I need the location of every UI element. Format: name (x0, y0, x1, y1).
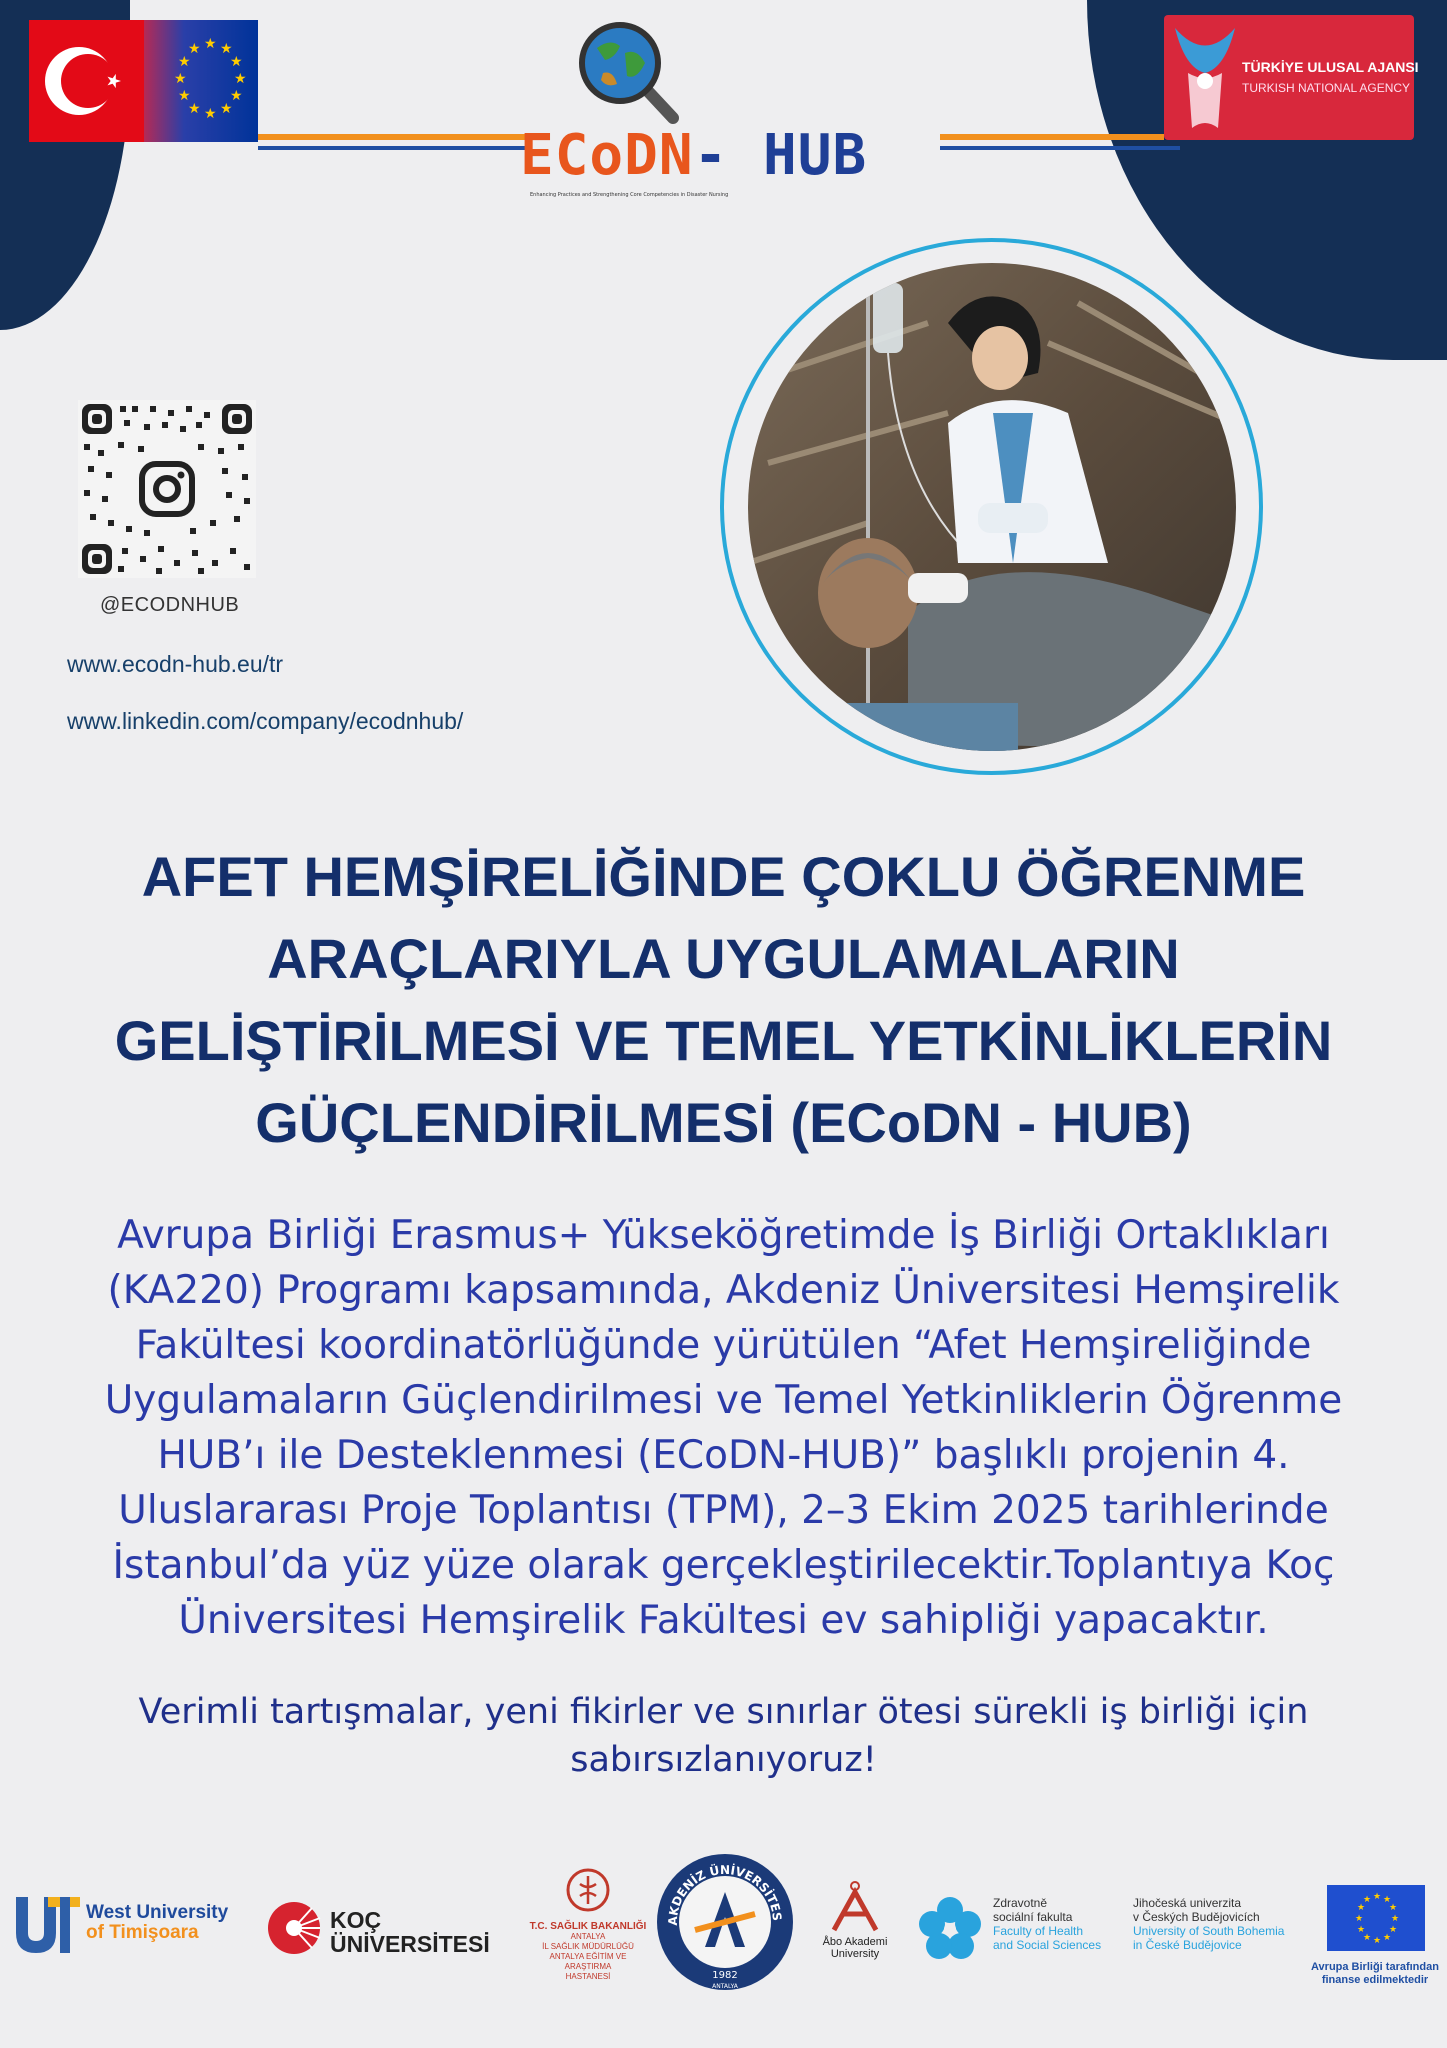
svg-text:★: ★ (1383, 1895, 1392, 1905)
globe-magnifier-icon (575, 18, 685, 128)
koc-university-logo (262, 1900, 522, 1960)
closing-line: Verimli tartışmalar, yeni fikirler ve sınırlar ötesi sürekli iş birliği için (138, 1692, 1309, 1732)
svg-text:★: ★ (229, 54, 243, 70)
health-ministry-line3: İL SAĞLIK MÜDÜRLÜĞÜ (542, 1942, 634, 1951)
svg-text:★: ★ (1357, 1903, 1366, 1913)
abo-akademi-icon (830, 1880, 880, 1932)
west-university-timisoara-logo (12, 1893, 252, 1963)
abo-akademi-logo (810, 1880, 900, 1970)
turkey-eu-flag-logo (29, 20, 258, 142)
paragraph-line: Uygulamaların Güçlendirilmesi ve Temel Yetkinliklerin Öğrenme (104, 1378, 1343, 1423)
agency-name-en: TURKISH NATIONAL AGENCY (1242, 81, 1411, 95)
usb-en-line1: University of South Bohemia (1133, 1924, 1285, 1938)
koc-name (330, 1908, 490, 1956)
svg-text:★: ★ (1373, 1936, 1382, 1946)
svg-text:★: ★ (1391, 1914, 1400, 1924)
ecodn-tagline: Enhancing Practices and Strengthening Core Competencies in Disaster Nursing (530, 192, 729, 198)
title-line: GÜÇLENDİRİLMESİ (ECoDN - HUB) (255, 1091, 1192, 1154)
ecodn-hub-logo (520, 18, 940, 198)
koc-name-line2: ÜNİVERSİTESİ (330, 1931, 490, 1957)
wut-name-line2: of Timişoara (86, 1922, 199, 1943)
paragraph-line: Avrupa Birliği Erasmus+ Yükseköğretimde İş Birliği Ortaklıkları (117, 1213, 1330, 1258)
health-ministry-logo (528, 1868, 648, 1981)
svg-text:★: ★ (187, 41, 201, 57)
agency-name-tr: TÜRKİYE ULUSAL AJANSI (1242, 59, 1419, 75)
health-ministry-line5: HASTANESİ (565, 1972, 611, 1981)
health-ministry-line4: ANTALYA EĞİTİM VE ARAŞTIRMA (549, 1952, 627, 1971)
website-link[interactable]: www.ecodn-hub.eu/tr (67, 651, 284, 677)
svg-text:★: ★ (203, 36, 217, 52)
svg-text:★: ★ (233, 71, 247, 87)
health-ministry-line1: T.C. SAĞLIK BAKANLIĞI (529, 1921, 647, 1932)
fhs-en-line1: Faculty of Health (993, 1924, 1084, 1938)
header-stripe-right-blue (940, 146, 1180, 150)
header-stripe-right-orange (940, 134, 1164, 140)
fhs-text (993, 1896, 1101, 1952)
svg-text:★: ★ (229, 88, 243, 104)
title-line: ARAÇLARIYLA UYGULAMALARIN (267, 927, 1180, 990)
svg-text:★: ★ (219, 101, 233, 117)
akdeniz-year: 1982 (712, 1970, 738, 1981)
turkey-flag-icon (29, 20, 144, 142)
akdeniz-university-logo (655, 1852, 795, 1992)
svg-text:★: ★ (1383, 1933, 1392, 1943)
akdeniz-city: ANTALYA (712, 1983, 738, 1990)
announcement-paragraph (30, 1208, 1417, 1648)
closing-message (80, 1688, 1367, 1784)
ecodn-hub-wordmark (520, 123, 867, 188)
header-stripe-left-blue (258, 146, 528, 150)
flower-logo-icon (918, 1896, 982, 1960)
koc-name-line1: KOÇ (330, 1907, 382, 1933)
svg-text:★: ★ (1355, 1914, 1364, 1924)
abo-name-line2: University (830, 1948, 880, 1960)
ecodn-wordmark-right: - HUB (693, 123, 868, 188)
paragraph-line: (KA220) Programı kapsamında, Akdeniz Üniversitesi Hemşirelik (107, 1268, 1340, 1313)
paragraph-line: Üniversitesi Hemşirelik Fakültesi ev sahipliği yapacaktır. (178, 1598, 1269, 1643)
svg-text:★: ★ (187, 101, 201, 117)
turkish-national-agency-logo (1164, 15, 1419, 140)
wut-name (86, 1903, 228, 1943)
svg-text:★: ★ (1363, 1895, 1372, 1905)
nurse-patient-photo (748, 263, 1236, 751)
paragraph-line: Uluslararası Proje Toplantısı (TPM), 2–3 Ekim 2025 tarihlerinde (118, 1488, 1329, 1533)
svg-text:★: ★ (1363, 1933, 1372, 1943)
svg-text:★: ★ (1389, 1925, 1398, 1935)
fhs-cz-line2: sociální fakulta (993, 1910, 1073, 1924)
fhs-cz-line1: Zdravotně (993, 1896, 1048, 1910)
health-ministry-line2: ANTALYA (570, 1932, 606, 1941)
faculty-health-social-sciences-logo (918, 1896, 1118, 1960)
closing-line: sabırsızlanıyoruz! (570, 1740, 877, 1780)
koc-logo-icon (262, 1900, 326, 1956)
eu-flag-icon (144, 20, 259, 142)
fhs-en-line2: and Social Sciences (993, 1938, 1102, 1952)
svg-text:★: ★ (177, 54, 191, 70)
abo-name-line1: Åbo Akademi (822, 1936, 888, 1948)
paragraph-line: HUB’ı ile Desteklenmesi (ECoDN-HUB)” başlıklı projenin 4. (157, 1433, 1290, 1478)
svg-text:★: ★ (177, 88, 191, 104)
usb-en-line2: in České Budějovice (1133, 1938, 1242, 1952)
instagram-qr-code (78, 400, 256, 578)
svg-text:★: ★ (173, 71, 187, 87)
poster-title (40, 836, 1407, 1164)
svg-text:★: ★ (1373, 1892, 1382, 1902)
usb-cz-line2: v Českých Budějovicích (1133, 1910, 1260, 1924)
akdeniz-ring-text: AKDENİZ ÜNİVERSİTES (665, 1862, 785, 1926)
paragraph-line: Fakültesi koordinatörlüğünde yürütülen “Afet Hemşireliğinde (135, 1323, 1312, 1368)
header-stripe-left-orange (258, 134, 528, 140)
paragraph-line: İstanbul’da yüz yüze olarak gerçekleştirilecektir.Toplantıya Koç (112, 1543, 1335, 1588)
wut-logo-icon (12, 1893, 82, 1957)
eu-funding-logo (1305, 1885, 1445, 1991)
title-line: AFET HEMŞİRELİĞİNDE ÇOKLU ÖĞRENME (141, 845, 1306, 908)
svg-text:★: ★ (219, 41, 233, 57)
wut-name-line1: West University (86, 1902, 229, 1923)
usb-cz-line1: Jihočeská univerzita (1133, 1896, 1242, 1910)
agency-logo-icon (1170, 23, 1240, 133)
eu-funded-line1: Avrupa Birliği tarafından (1311, 1961, 1439, 1973)
svg-text:★: ★ (203, 106, 217, 122)
svg-text:★: ★ (1357, 1925, 1366, 1935)
ecodn-wordmark-left: ECoDN (520, 123, 694, 188)
eu-funded-line2: finanse edilmektedir (1321, 1974, 1429, 1986)
svg-text:★: ★ (1389, 1903, 1398, 1913)
health-ministry-emblem-icon (566, 1868, 610, 1912)
title-line: GELİŞTİRİLMESİ VE TEMEL YETKİNLİKLERİN (114, 1009, 1333, 1072)
linkedin-link[interactable]: www.linkedin.com/company/ecodnhub/ (67, 708, 464, 734)
university-south-bohemia-logo (1133, 1896, 1318, 1960)
eu-flag-funding-icon (1327, 1885, 1425, 1951)
instagram-handle: @ECODNHUB (100, 594, 240, 616)
